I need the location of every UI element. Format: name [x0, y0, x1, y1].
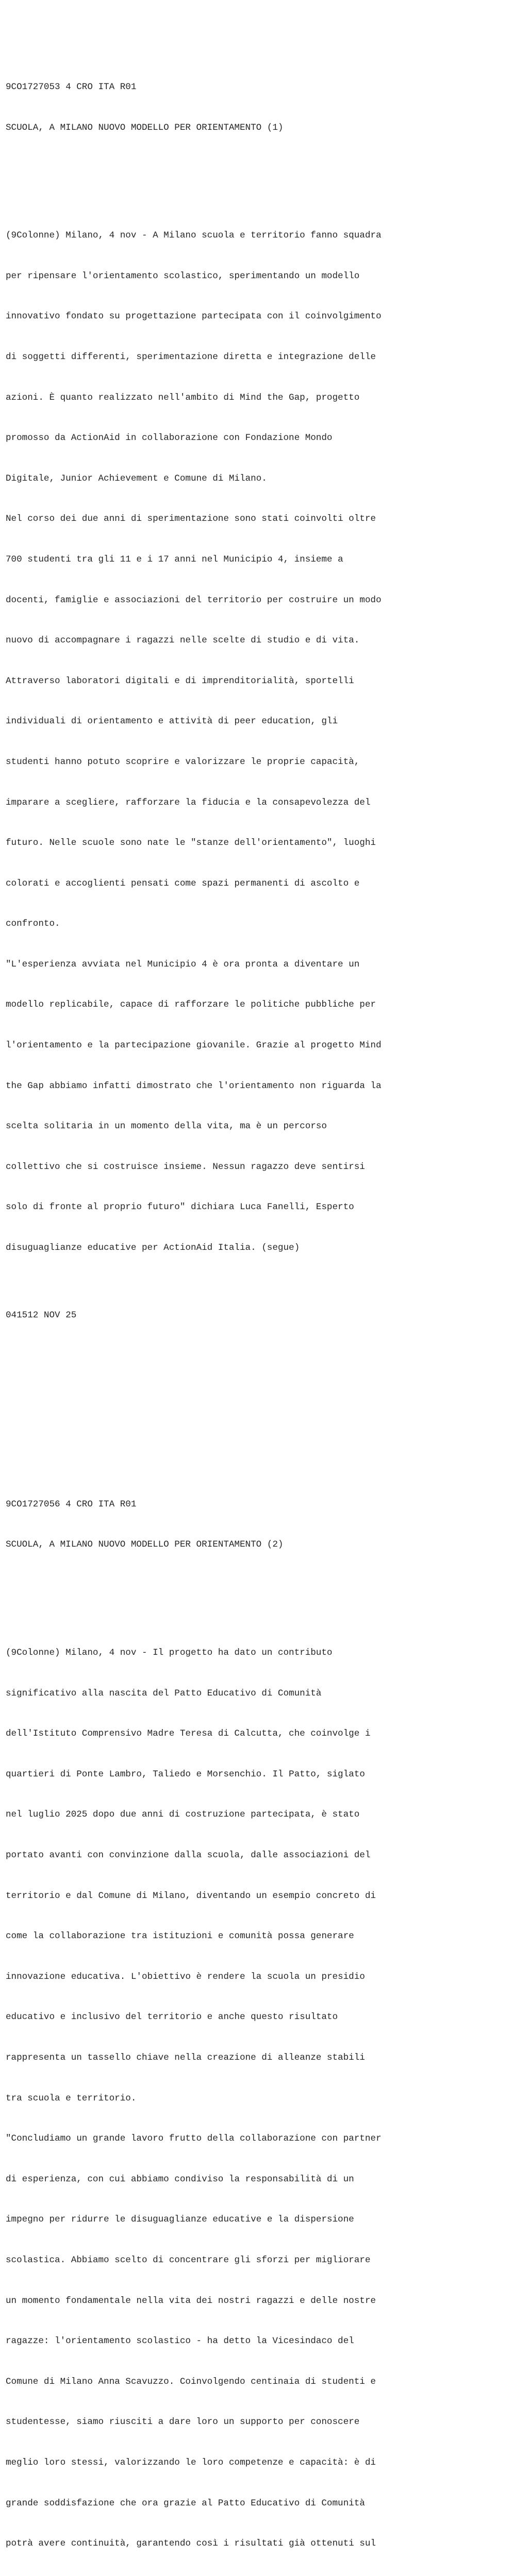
body-line: studenti hanno potuto scoprire e valorizzare le proprie capacità,	[6, 756, 360, 767]
article-timestamp: 041512 NOV 25	[6, 1310, 77, 1321]
body-line: territorio e dal Comune di Milano, diventando un esempio concreto di	[6, 1890, 376, 1901]
body-line: significativo alla nascita del Patto Educativo di Comunità	[6, 1688, 322, 1699]
body-line: innovativo fondato su progettazione partecipata con il coinvolgimento	[6, 311, 382, 322]
body-line: Attraverso laboratori digitali e di imprenditorialità, sportelli	[6, 675, 354, 686]
body-line: confronto.	[6, 919, 60, 929]
body-line: 700 studenti tra gli 11 e i 17 anni nel Municipio 4, insieme a	[6, 554, 343, 565]
body-line: l'orientamento e la partecipazione giovanile. Grazie al progetto Mind	[6, 1040, 382, 1051]
body-line: nuovo di accompagnare i ragazzi nelle scelte di studio e di vita.	[6, 635, 360, 646]
body-line: the Gap abbiamo infatti dimostrato che l'orientamento non riguarda la	[6, 1080, 382, 1091]
body-line: promosso da ActionAid in collaborazione con Fondazione Mondo	[6, 433, 333, 444]
news-wire-document	[6, 13, 521, 2576]
body-line: tra scuola e territorio.	[6, 2093, 137, 2104]
body-line: Nel corso dei due anni di sperimentazione sono stati coinvolti oltre	[6, 514, 376, 524]
article-body	[6, 202, 521, 1282]
body-line: quartieri di Ponte Lambro, Taliedo e Morsenchio. Il Patto, siglato	[6, 1769, 365, 1780]
body-line: (9Colonne) Milano, 4 nov - Il progetto ha dato un contributo	[6, 1648, 333, 1658]
body-line: futuro. Nelle scuole sono nate le "stanze dell'orientamento", luoghi	[6, 838, 376, 849]
body-line: impegno per ridurre le disuguaglianze educative e la dispersione	[6, 2214, 354, 2225]
body-line: rappresenta un tassello chiave nella creazione di alleanze stabili	[6, 2052, 365, 2063]
article-headline: SCUOLA, A MILANO NUOVO MODELLO PER ORIENTAMENTO (1)	[6, 122, 284, 133]
body-line: (9Colonne) Milano, 4 nov - A Milano scuola e territorio fanno squadra	[6, 230, 382, 241]
body-line: "Concludiamo un grande lavoro frutto della collaborazione con partner	[6, 2133, 382, 2144]
body-line: studentesse, siamo riusciti a dare loro un supporto per conoscere	[6, 2417, 360, 2428]
blank-line	[6, 1579, 521, 1592]
body-line: scelta solitaria in un momento della vita, ma è un percorso	[6, 1121, 327, 1132]
body-line: scolastica. Abbiamo scelto di concentrare gli sforzi per migliorare	[6, 2255, 371, 2265]
article-1	[6, 54, 521, 1349]
body-line: ragazze: l'orientamento scolastico - ha detto la Vicesindaco del	[6, 2336, 354, 2347]
body-line: di soggetti differenti, sperimentazione diretta e integrazione delle	[6, 351, 376, 362]
body-line: per ripensare l'orientamento scolastico, sperimentando un modello	[6, 270, 360, 281]
body-line: innovazione educativa. L'obiettivo è rendere la scuola un presidio	[6, 1971, 365, 1982]
body-line: individuali di orientamento e attività di peer education, gli	[6, 716, 338, 727]
body-line: educativo e inclusivo del territorio e anche questo risultato	[6, 2012, 338, 2023]
body-line: modello replicabile, capace di rafforzare le politiche pubbliche per	[6, 999, 376, 1010]
article-2	[6, 1470, 521, 2576]
article-body	[6, 1619, 521, 2576]
body-line: nel luglio 2025 dopo due anni di costruzione partecipata, è stato	[6, 1809, 360, 1820]
body-line: un momento fondamentale nella vita dei nostri ragazzi e delle nostre	[6, 2295, 376, 2306]
body-line: potrà avere continuità, garantendo così i risultati già ottenuti sul	[6, 2538, 376, 2549]
body-line: imparare a scegliere, rafforzare la fiducia e la consapevolezza del	[6, 797, 371, 808]
body-line: dell'Istituto Comprensivo Madre Teresa di Calcutta, che coinvolge i	[6, 1728, 371, 1739]
body-line: colorati e accoglienti pensati come spazi permanenti di ascolto e	[6, 878, 360, 889]
article-headline: SCUOLA, A MILANO NUOVO MODELLO PER ORIENTAMENTO (2)	[6, 1539, 284, 1550]
body-line: solo di fronte al proprio futuro" dichiara Luca Fanelli, Esperto	[6, 1202, 354, 1213]
body-line: come la collaborazione tra istituzioni e comunità possa generare	[6, 1931, 354, 1942]
article-code: 9CO1727056 4 CRO ITA R01	[6, 1499, 137, 1510]
blank-line	[6, 161, 521, 175]
body-line: meglio loro stessi, valorizzando le loro competenze e capacità: è di	[6, 2457, 376, 2468]
body-line: collettivo che si costruisce insieme. Nessun ragazzo deve sentirsi	[6, 1161, 365, 1172]
body-line: portato avanti con convinzione dalla scuola, dalle associazioni del	[6, 1850, 371, 1861]
body-line: Comune di Milano Anna Scavuzzo. Coinvolgendo centinaia di studenti e	[6, 2376, 376, 2387]
body-line: docenti, famiglie e associazioni del territorio per costruire un modo	[6, 595, 382, 605]
body-line: grande soddisfazione che ora grazie al Patto Educativo di Comunità	[6, 2498, 365, 2509]
body-line: disuguaglianze educative per ActionAid Italia. (segue)	[6, 1243, 300, 1253]
body-line: "L'esperienza avviata nel Municipio 4 è ora pronta a diventare un	[6, 959, 360, 970]
article-separator	[6, 1389, 521, 1430]
article-code: 9CO1727053 4 CRO ITA R01	[6, 82, 137, 93]
body-line: di esperienza, con cui abbiamo condiviso la responsabilità di un	[6, 2174, 354, 2184]
body-line: Digitale, Junior Achievement e Comune di Milano.	[6, 473, 267, 484]
body-line: azioni. È quanto realizzato nell'ambito di Mind the Gap, progetto	[6, 392, 360, 403]
